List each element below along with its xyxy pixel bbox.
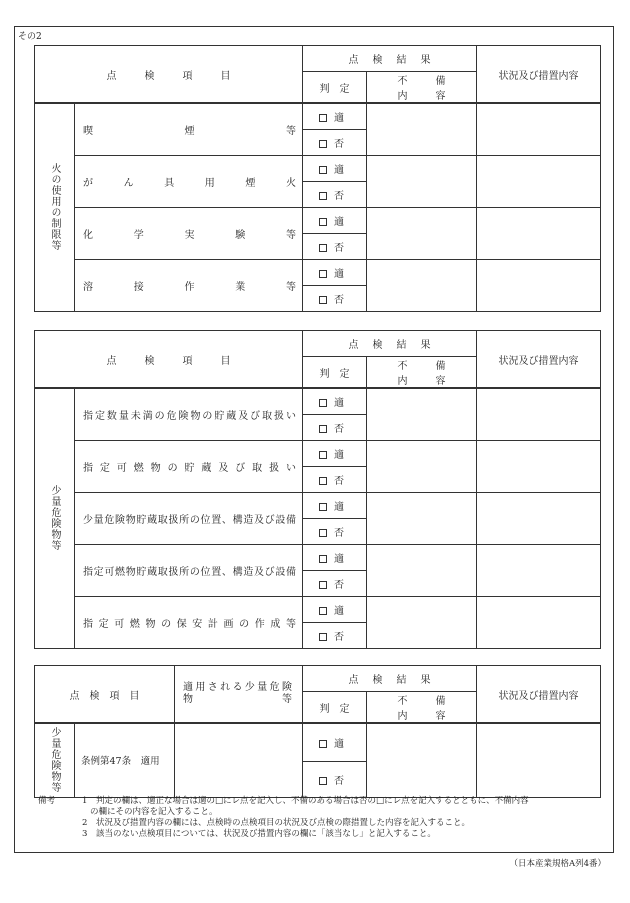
header-item: 点検項目 <box>35 666 175 724</box>
judge-ng-checkbox[interactable]: 否 <box>303 761 367 797</box>
header-applied-small-hazardous: 適用される少量危険物等 <box>175 666 303 724</box>
judge-ng-checkbox[interactable]: 否 <box>303 570 367 596</box>
footer-standard: （日本産業規格A列4番） <box>509 859 606 869</box>
item-toy-fireworks: がん具用煙火 <box>75 155 303 207</box>
header-status: 状況及び措置内容 <box>477 666 601 724</box>
judge-ok-checkbox[interactable]: 適 <box>303 723 367 761</box>
defect-cell[interactable] <box>367 207 477 259</box>
header-judge: 判定 <box>303 357 367 389</box>
category-small-hazardous: 少量危険物等 <box>35 723 75 797</box>
judge-ok-checkbox[interactable]: 適 <box>303 492 367 518</box>
judge-ng-checkbox[interactable]: 否 <box>303 466 367 492</box>
table-fire-use <box>34 45 601 312</box>
judge-ok-checkbox[interactable]: 適 <box>303 388 367 414</box>
status-cell[interactable] <box>477 596 601 648</box>
header-item: 点検項目 <box>35 46 303 104</box>
status-cell[interactable] <box>477 388 601 440</box>
item-welding: 溶接作業等 <box>75 259 303 311</box>
header-status: 状況及び措置内容 <box>477 331 601 389</box>
judge-ng-checkbox[interactable]: 否 <box>303 285 367 311</box>
header-item: 点検項目 <box>35 331 303 389</box>
status-cell[interactable] <box>477 259 601 311</box>
item-small-hazardous-facility: 少量危険物貯蔵取扱所の位置、構造及び設備 <box>75 492 303 544</box>
defect-cell[interactable] <box>367 440 477 492</box>
table-small-hazardous <box>34 330 601 649</box>
item-ordinance-47-applied: 条例第47条 適用 <box>75 723 175 797</box>
defect-cell[interactable] <box>367 388 477 440</box>
status-cell[interactable] <box>477 723 601 797</box>
status-cell[interactable] <box>477 207 601 259</box>
header-defect: 不備内容 <box>367 692 477 724</box>
header-status: 状況及び措置内容 <box>477 46 601 104</box>
header-judge: 判定 <box>303 72 367 104</box>
judge-ok-checkbox[interactable]: 適 <box>303 440 367 466</box>
defect-cell[interactable] <box>367 492 477 544</box>
judge-ng-checkbox[interactable]: 否 <box>303 414 367 440</box>
item-smoking: 喫煙等 <box>75 103 303 155</box>
item-combustibles-facility: 指定可燃物貯蔵取扱所の位置、構造及び設備 <box>75 544 303 596</box>
status-cell[interactable] <box>477 103 601 155</box>
judge-ng-checkbox[interactable]: 否 <box>303 622 367 648</box>
header-judge: 判定 <box>303 692 367 724</box>
defect-cell[interactable] <box>367 103 477 155</box>
judge-ok-checkbox[interactable]: 適 <box>303 596 367 622</box>
header-result: 点検結果 <box>303 46 477 72</box>
defect-cell[interactable] <box>367 723 477 797</box>
item-safety-plan: 指定可燃物の保安計画の作成等 <box>75 596 303 648</box>
table-ordinance-47 <box>34 665 601 798</box>
remarks-head: 備考 <box>38 796 56 806</box>
judge-ng-checkbox[interactable]: 否 <box>303 518 367 544</box>
item-below-designated-quantity: 指定数量未満の危険物の貯蔵及び取扱い <box>75 388 303 440</box>
header-result: 点検結果 <box>303 666 477 692</box>
page-label: その2 <box>18 32 42 42</box>
status-cell[interactable] <box>477 155 601 207</box>
judge-ng-checkbox[interactable]: 否 <box>303 233 367 259</box>
item-designated-combustibles: 指定可燃物の貯蔵及び取扱い <box>75 440 303 492</box>
judge-ok-checkbox[interactable]: 適 <box>303 207 367 233</box>
status-cell[interactable] <box>477 492 601 544</box>
judge-ok-checkbox[interactable]: 適 <box>303 103 367 129</box>
judge-ng-checkbox[interactable]: 否 <box>303 129 367 155</box>
remarks-note-3: 3 該当のない点検項目については、状況及び措置内容の欄に「該当なし」と記入すること。 <box>82 829 436 839</box>
header-result: 点検結果 <box>303 331 477 357</box>
remarks-note-1-cont: の欄にその内容を記入すること。 <box>90 807 218 817</box>
category-small-hazardous: 少量危険物等 <box>35 388 75 648</box>
judge-ng-checkbox[interactable]: 否 <box>303 181 367 207</box>
defect-cell[interactable] <box>367 596 477 648</box>
header-defect: 不備内容 <box>367 357 477 389</box>
status-cell[interactable] <box>477 544 601 596</box>
category-fire-use: 火の使用の制限等 <box>35 103 75 311</box>
defect-cell[interactable] <box>367 259 477 311</box>
defect-cell[interactable] <box>367 155 477 207</box>
applied-small-hazardous-cell[interactable] <box>175 723 303 797</box>
status-cell[interactable] <box>477 440 601 492</box>
judge-ok-checkbox[interactable]: 適 <box>303 155 367 181</box>
item-chemical-experiment: 化学実験等 <box>75 207 303 259</box>
judge-ok-checkbox[interactable]: 適 <box>303 259 367 285</box>
remarks-note-1: 1 判定の欄は、適正な場合は適の□にレ点を記入し、不備のある場合は否の□にレ点を記入するとともに、不備内容 <box>82 796 529 806</box>
defect-cell[interactable] <box>367 544 477 596</box>
header-defect: 不備内容 <box>367 72 477 104</box>
judge-ok-checkbox[interactable]: 適 <box>303 544 367 570</box>
remarks-note-2: 2 状況及び措置内容の欄には、点検時の点検項目の状況及び点検の際措置した内容を記入すること。 <box>82 818 471 828</box>
